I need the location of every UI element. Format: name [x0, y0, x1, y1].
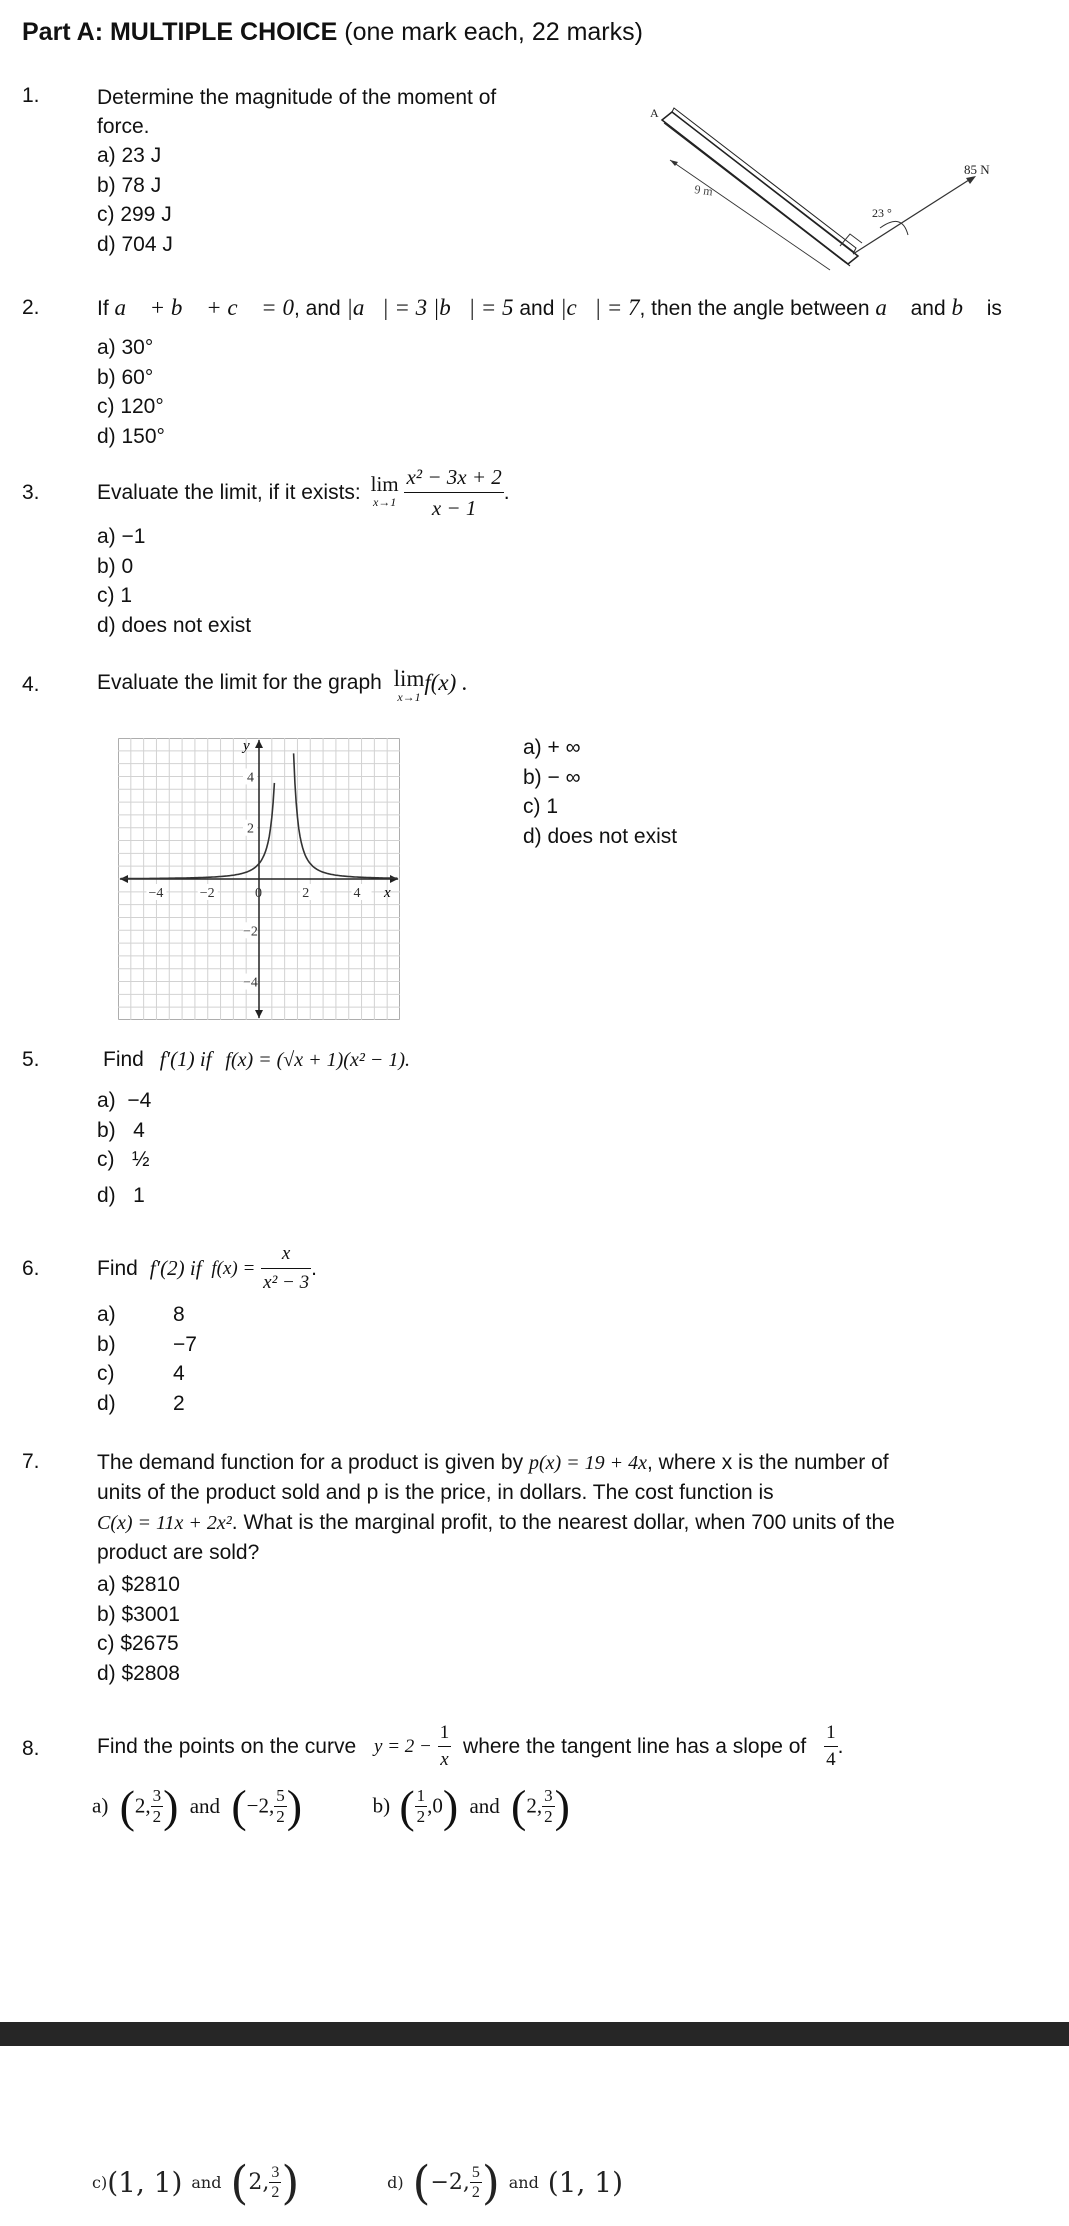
option-c: c) ½ [97, 1148, 150, 1171]
axis-arrowhead [255, 1010, 263, 1018]
q8a-p1-x: 2, [134, 1794, 151, 1818]
q8b-p2-den: 2 [544, 1807, 553, 1826]
q2-and-1: , and [293, 297, 341, 320]
option-a: a) −4 [97, 1089, 152, 1112]
option-a: a) 30° [97, 336, 154, 359]
q7-line-1 [97, 1448, 1057, 1478]
axis-arrowhead [255, 740, 263, 748]
option-a: a) + ∞ [523, 736, 581, 759]
question-3-text [97, 462, 510, 523]
q8-period: . [837, 1735, 844, 1758]
force-arrow [853, 178, 972, 254]
q3-numerator: x² − 3x + 2 [404, 462, 503, 493]
q2-if: If [97, 297, 109, 320]
option-letter: d) [387, 2172, 404, 2192]
question-2-options [97, 333, 165, 451]
q8b-p2-x: 2, [526, 1794, 543, 1818]
option-b [97, 1330, 197, 1360]
question-number: 4. [22, 673, 40, 696]
option-value: 2 [173, 1391, 185, 1415]
q8b-p1-y: ,0 [427, 1794, 443, 1818]
question-5-options [97, 1086, 151, 1210]
option-a [97, 1300, 197, 1330]
q6-period: . [311, 1257, 317, 1280]
q6-fraction [261, 1240, 311, 1297]
y-axis-label: y [243, 738, 250, 754]
question-8-text [97, 1720, 843, 1773]
option-d: d) does not exist [97, 613, 252, 637]
q8-curve: y = 2 − [374, 1736, 432, 1757]
option-d: d) $2808 [97, 1661, 180, 1685]
option-value: 4 [173, 1362, 185, 1385]
q6-function-left: f(x) = [211, 1258, 256, 1279]
option-d: d) (−2, $\frac{5}{2}$ ) and (1, 1) [387, 2155, 624, 2209]
option-letter: b) [97, 1332, 116, 1356]
option-d [97, 1389, 197, 1419]
x-tick-label: 0 [255, 886, 262, 901]
option-b: b) 78 J [97, 173, 162, 197]
option-letter: c) [97, 1362, 115, 1385]
q7-demand-function: p(x) = 19 + 4x [528, 1452, 648, 1474]
question-4-text [97, 668, 468, 704]
question-number: 5. [22, 1048, 40, 1071]
option-c: c) $2675 [97, 1632, 179, 1655]
q6-prompt: Find [97, 1257, 138, 1280]
section-title [22, 18, 643, 47]
q3-prompt: Evaluate the limit, if it exists: [97, 481, 361, 504]
option-letter: c) [92, 2172, 108, 2192]
question-1-line-2: force. [97, 115, 150, 138]
q3-lim-sub: x→1 [372, 494, 397, 509]
q2-vector-a: a⃗ [875, 295, 905, 320]
q8d-p1-num: 5 [471, 2163, 480, 2181]
question-3-options [97, 522, 251, 640]
question-8-options-ab [92, 1780, 570, 1833]
option-letter: b) [372, 1794, 391, 1818]
question-2-text [97, 293, 1002, 323]
x-tick-label: −2 [199, 886, 215, 901]
q6-derivative: f′(2) if [149, 1256, 202, 1280]
q7-line-2: units of the product sold and p is the price, in dollars. The cost function is [97, 1481, 774, 1504]
option-b: b) 4 [97, 1118, 145, 1142]
question-7-options [97, 1570, 180, 1688]
option-c: c) 1 [523, 795, 559, 818]
q8-curve-den: x [440, 1749, 449, 1770]
question-6-text [97, 1240, 317, 1297]
q7-line-1a: The demand function for a product is given by [97, 1451, 524, 1474]
force-arrowhead [966, 176, 976, 184]
wrench-bar-line [664, 123, 846, 263]
q6-denominator: x² − 3 [263, 1272, 310, 1293]
question-number: 8. [22, 1737, 40, 1760]
q8-prompt-2: where the tangent line has a slope of [463, 1735, 807, 1758]
option-c: c) 120° [97, 395, 164, 418]
q8-slope-num: 1 [824, 1720, 838, 1747]
q8-slope-fraction [824, 1720, 838, 1773]
q8d-and: and [508, 2172, 539, 2192]
force-diagram [640, 100, 1060, 275]
q3-denominator: x − 1 [431, 496, 477, 520]
q3-lim: lim [370, 471, 399, 496]
question-1-text [97, 83, 496, 141]
y-tick-label: −2 [243, 924, 258, 940]
y-tick-label: −4 [243, 975, 258, 991]
q8d-p1-x: −2, [430, 2169, 470, 2195]
q2-and-2: and [519, 297, 555, 320]
q8-slope-den: 4 [826, 1749, 836, 1770]
x-tick-label: 2 [302, 886, 310, 901]
question-number: 1. [22, 84, 40, 107]
option-b: b) 0 [97, 554, 134, 578]
q6-numerator: x [261, 1240, 311, 1269]
option-c [97, 1359, 197, 1389]
q8-curve-fraction [438, 1720, 452, 1773]
option-letter: a) [97, 1303, 116, 1326]
question-5-text [103, 1045, 410, 1075]
q5-function: f(x) = (√x + 1)(x² − 1). [225, 1049, 410, 1071]
q7-cost-function: C(x) = 11x + 2x² [97, 1512, 232, 1534]
option-letter: d) [97, 1391, 116, 1415]
wrench-bar [662, 112, 858, 264]
q8b-p1-num: 1 [416, 1786, 426, 1805]
q8d-p2: (1, 1) [547, 2165, 624, 2199]
option-b: b) 60° [97, 365, 154, 389]
option-a: a) $2810 [97, 1573, 180, 1596]
question-number: 7. [22, 1450, 40, 1473]
length-label: 9 m [693, 182, 714, 199]
q8c-p2-x: 2, [248, 2169, 270, 2195]
option-c: c)(1, 1) and (2, $\frac{3}{2}$ ) [92, 2155, 300, 2209]
q5-derivative: f′(1) if [159, 1047, 212, 1071]
question-8-options-cd [92, 2155, 623, 2209]
option-a: a) −1 [97, 525, 146, 548]
option-b: b) $3001 [97, 1602, 180, 1626]
q4-prompt: Evaluate the limit for the graph [97, 671, 382, 694]
q2-vector-b: b⃗ [951, 295, 981, 320]
q7-line-1c: , where x is the number of [647, 1451, 889, 1474]
q5-prompt: Find [103, 1048, 144, 1071]
q8c-and: and [191, 2172, 222, 2192]
force-label: 85 N [964, 162, 990, 177]
q7-line-4: product are sold? [97, 1541, 260, 1564]
x-tick-label: −4 [148, 886, 164, 901]
question-1-options [97, 141, 173, 259]
q8-prompt: Find the points on the curve [97, 1735, 357, 1758]
q2-then: , then the angle between [639, 297, 870, 320]
y-tick-label: 2 [247, 821, 254, 837]
question-4-options [523, 733, 677, 851]
option-d: d) 150° [97, 424, 165, 448]
q8d-p1-den: 2 [471, 2183, 480, 2201]
q4-graph [118, 738, 400, 1020]
option-b: b) − ∞ [523, 765, 581, 789]
q2-c-magnitude: |c⃗| = 7 [560, 295, 640, 320]
q8a-p2-num: 5 [276, 1786, 285, 1805]
q8a-p2-den: 2 [276, 1807, 285, 1826]
q8a-p1-num: 3 [152, 1786, 162, 1805]
question-number: 2. [22, 296, 40, 319]
option-c: c) 1 [97, 584, 133, 607]
page-divider-bar [0, 2022, 1069, 2046]
question-number: 6. [22, 1257, 40, 1280]
x-axis-label: x [384, 885, 391, 901]
option-a: a) 23 J [97, 144, 162, 167]
q2-vector-sum: a⃗ + b⃗ + c⃗ = 0 [114, 295, 294, 320]
section-title-rest: (one mark each, 22 marks) [337, 18, 643, 46]
q8c-p2-den: 2 [271, 2183, 280, 2201]
option-value: −7 [173, 1332, 197, 1356]
q4-function: f(x) . [424, 670, 468, 695]
q8a-p2-x: −2, [246, 1794, 275, 1818]
option-d: d) 704 J [97, 232, 173, 256]
q3-period: . [503, 481, 510, 504]
q4-lim: lim [393, 666, 425, 691]
angle-label: 23 ° [872, 206, 892, 220]
question-7-text [97, 1448, 1057, 1568]
y-tick-label: 4 [247, 770, 254, 786]
question-6-options [97, 1300, 197, 1418]
q8c-p1: (1, 1) [107, 2165, 183, 2199]
q3-fraction [404, 462, 503, 523]
q2-is: is [986, 297, 1002, 320]
option-a: a) (2, $\frac{3}{2}$ ) and (−2, $\frac{5}{2}$ ) [92, 1781, 303, 1832]
q2-and-3: and [910, 297, 946, 320]
question-1-line-1: Determine the magnitude of the moment of [97, 86, 497, 109]
q8b-p2-num: 3 [544, 1786, 553, 1805]
option-d: d) does not exist [523, 824, 678, 848]
x-tick-label: 4 [353, 886, 361, 901]
q8-curve-num: 1 [438, 1720, 452, 1747]
q8b-and: and [469, 1794, 500, 1818]
point-a-label: A [650, 106, 659, 120]
q8c-p2-num: 3 [271, 2163, 280, 2181]
option-b: b) ( $\frac{1}{2}$ ,0) and (2, $\frac{3}{2}$ ) [372, 1781, 570, 1832]
q4-limit [394, 668, 425, 704]
q7-line-3 [97, 1508, 1057, 1538]
q4-lim-sub: x→1 [397, 690, 421, 704]
q8a-p1-den: 2 [152, 1807, 162, 1826]
section-title-bold: Part A: MULTIPLE CHOICE [22, 18, 338, 46]
option-d: d) 1 [97, 1183, 145, 1207]
question-number: 3. [22, 481, 40, 504]
q8b-p1-den: 2 [416, 1807, 426, 1826]
q8a-and: and [189, 1794, 221, 1818]
option-value: 8 [173, 1303, 185, 1326]
option-c: c) 299 J [97, 203, 172, 226]
q2-b-magnitude: |b⃗| = 5 [432, 295, 514, 320]
option-letter: a) [92, 1794, 109, 1818]
q3-limit [370, 471, 399, 511]
q2-a-magnitude: |a⃗| = 3 [346, 295, 428, 320]
q7-line-3b: . What is the marginal profit, to the nearest dollar, when 700 units of the [231, 1511, 895, 1534]
